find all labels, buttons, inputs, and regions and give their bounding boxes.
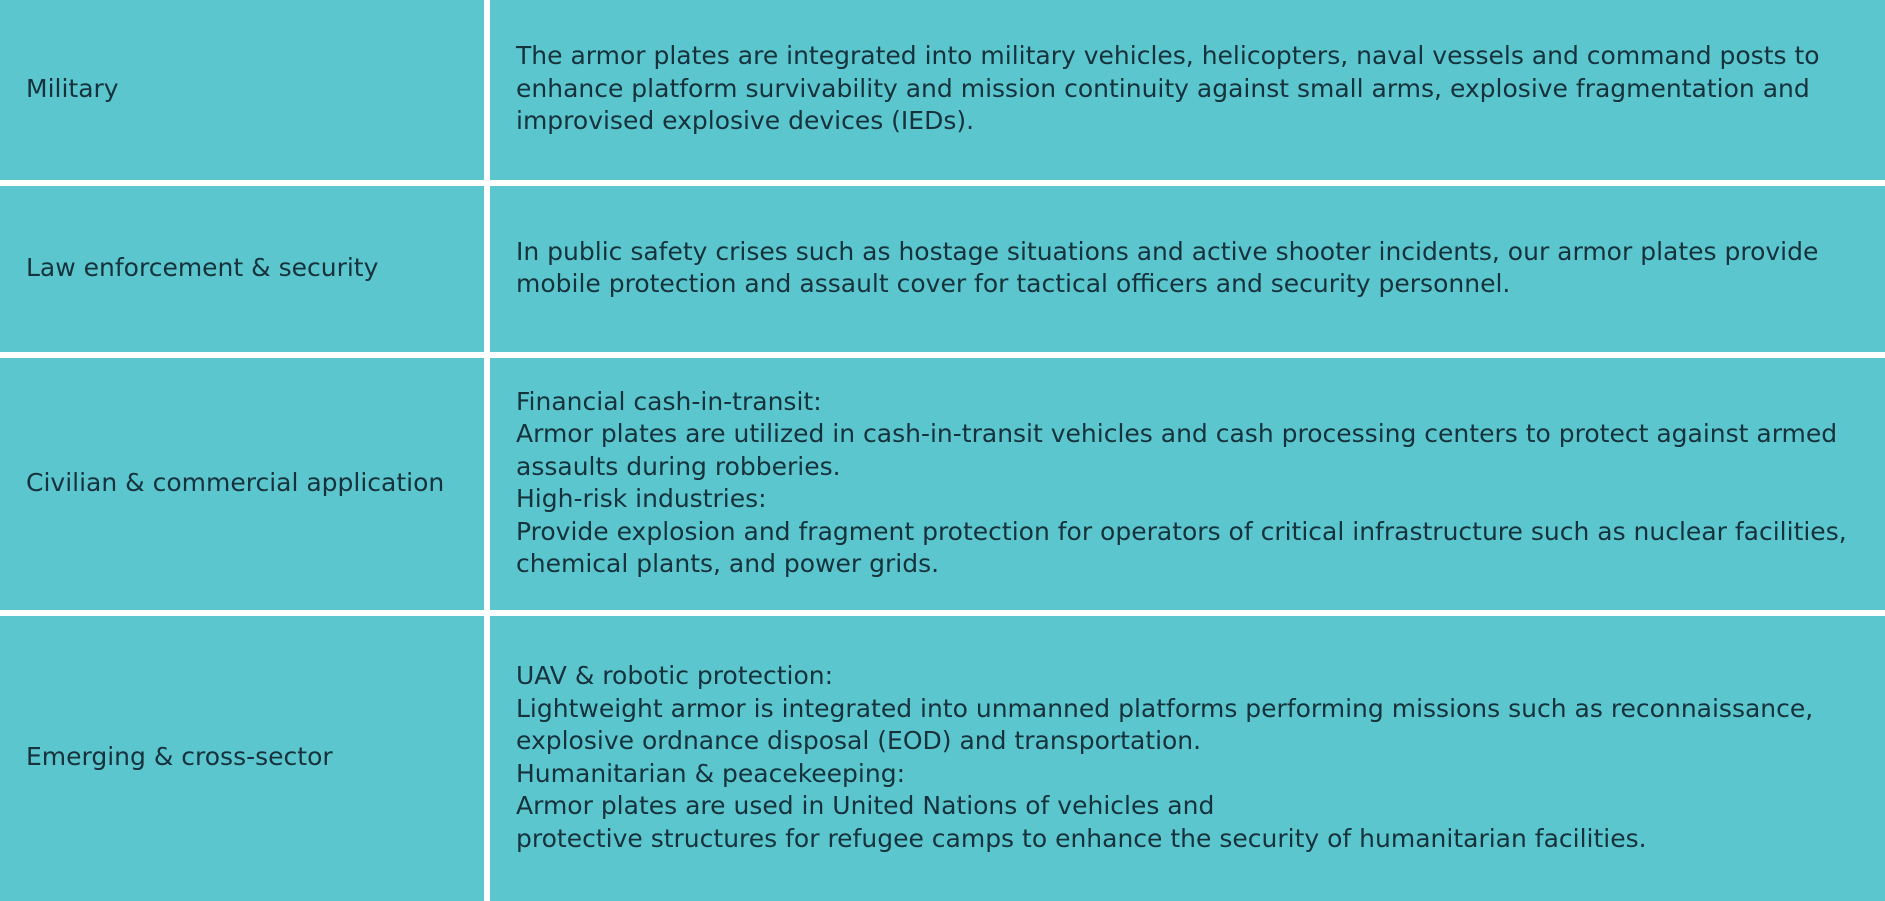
description-line: Lightweight armor is integrated into unmanned platforms performing missions such as reconnaissance, explosive ordnance disposal (EOD) and transportation. [516,693,1822,755]
description-line: protective structures for refugee camps to enhance the security of humanitarian facilities. [516,823,1647,853]
category-label: Emerging & cross-sector [26,742,333,772]
category-cell [0,358,490,616]
description-line: Humanitarian & peacekeeping: [516,758,906,788]
category-label: Law enforcement & security [26,252,379,282]
category-label: Civilian & commercial application [26,467,445,497]
description-line: In public safety crises such as hostage situations and active shooter incidents, our armor plates provide mobile protection and assault cover for tactical officers and security personnel. [516,236,1827,298]
description-cell [490,358,1885,616]
category-cell [0,186,490,358]
description-cell [490,616,1885,901]
description-line: The armor plates are integrated into military vehicles, helicopters, naval vessels and command posts to enhance platform survivability and mission continuity against small arms, explosive fragmentation and improvised explosive devices (IEDs). [516,41,1828,136]
description-line: Provide explosion and fragment protection for operators of critical infrastructure such as nuclear facilities, chemical plants, and power grids. [516,516,1855,578]
description-line: Financial cash-in-transit: [516,386,822,416]
description-cell [490,0,1885,186]
category-cell [0,616,490,901]
description-line: Armor plates are used in United Nations of vehicles and [516,791,1215,820]
table-row [0,186,1885,358]
description-line: High-risk industries: [516,484,767,513]
description-line: UAV & robotic protection: [516,661,834,690]
table-row [0,358,1885,616]
category-label: Military [26,73,119,103]
table-row [0,0,1885,186]
table-row [0,616,1885,901]
description-cell [490,186,1885,358]
description-line: Armor plates are utilized in cash-in-transit vehicles and cash processing centers to protect against armed assaults during robberies. [516,419,1846,481]
category-cell [0,0,490,186]
